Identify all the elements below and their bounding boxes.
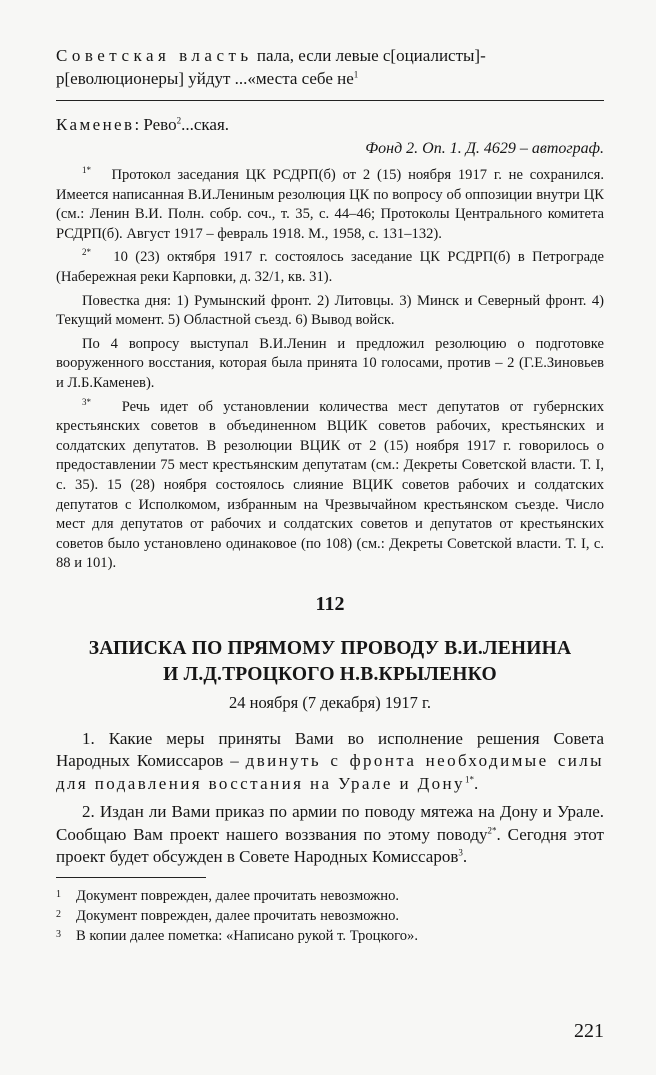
title-line-2: И Л.Д.ТРОЦКОГО Н.В.КРЫЛЕНКО: [163, 663, 497, 685]
paragraph-1: 1. Какие меры приняты Вами во исполнение решения Совета Народных Комиссаров – двинуть с фронта необходимые силы для подавления восстания на Урале и Дону$^{1*}$.: [56, 728, 604, 793]
document-number: 112: [315, 592, 345, 615]
quote-line-2: р[еволюционеры] уйдут ...«места себе $не^1$: [56, 69, 359, 88]
top-quote: [56, 44, 604, 90]
document-text: [56, 728, 604, 869]
note-2-resolution: По 4 вопросу выступал В.И.Ленин и предложил резолюцию о подготовке вооруженного восстания, которая была принята 10 голосами, против – 2 (Г.Е.Зиновьев и Л.Б.Каменев).: [56, 335, 604, 391]
editorial-notes: [56, 166, 604, 574]
note-3: $^{3*}$ Речь идет об установлении количества мест депутатов от губернских крестьянских советов в объединенном ВЦИК советов рабочих, крестьянских и солдатских депутатов. В резолюции ВЦИК от 2 (15) ноября 1917 г. говорилось о предоставлении 75 мест крестьянским депутатам (см.: Декреты Советской власти. Т. I, с. 35). 15 (28) ноября состоялось слияние ВЦИК советов рабочих и солдатских депутатов с Исполкомом, избранным на Чрезвычайном крестьянском съезде. Число мест для депутатов от рабочих и солдатских советов и депутатов от крестьянских советов было установлено одинаковое (по 108) (см.: Декреты Советской власти. Т. I, с. 88 и 101).: [56, 396, 604, 572]
footnote-1: 1 Документ поврежден, далее прочитать невозможно.: [56, 887, 400, 904]
title-line-1: ЗАПИСКА ПО ПРЯМОМУ ПРОВОДУ В.И.ЛЕНИНА: [88, 637, 572, 659]
footnotes: [56, 886, 604, 946]
kamenev-remark: Каменев: Рево$^2$...ская.: [56, 115, 230, 134]
footnote-2: 2 Документ поврежден, далее прочитать невозможно.: [56, 907, 400, 924]
page-number: 221: [574, 1020, 604, 1042]
archive-reference: Фонд 2. Оп. 1. Д. 4629 – автограф.: [365, 140, 604, 157]
paragraph-2: 2. Издан ли Вами приказ по армии по поводу мятежа на Дону и Урале. Сообщаю Вам проект нашего воззвания по этому поводу$^{2*}$. Сегодня этот проект будет обсужден в Совете Народных Комиссаров$^3$.: [56, 802, 604, 867]
document-date: 24 ноября (7 декабря) 1917 г.: [228, 692, 432, 712]
quote-line-1: Советская власть пала, если левые с[оциалисты]-: [56, 46, 486, 65]
section-divider: [56, 100, 604, 101]
page-body: [56, 44, 604, 946]
note-2: $^{2*}$ 10 (23) октября 1917 г. состоялось заседание ЦК РСДРП(б) в Петрограде (Набережная реки Карповки, д. 32/1, кв. 31).: [56, 247, 604, 285]
note-2-agenda: Повестка дня: 1) Румынский фронт. 2) Литовцы. 3) Минск и Северный фронт. 4) Текущий момент. 5) Областной съезд. 6) Вывод войск.: [56, 292, 604, 329]
note-1: $^{1*}$ Протокол заседания ЦК РСДРП(б) от 2 (15) ноября 1917 г. не сохранился. Имеется написанная В.И.Лениным резолюция ЦК по вопросу об оппозиции внутри ЦК (см.: Ленин В.И. Полн. собр. соч., т. 35, с. 44–46; Протоколы Центрального комитета РСДРП(б). Август 1917 – февраль 1918. М., 1958, с. 131–132).: [56, 165, 604, 242]
footnote-divider: [56, 877, 206, 878]
footnote-3: 3 В копии далее пометка: «Написано рукой т. Троцкого».: [56, 927, 418, 944]
document-title: [56, 636, 604, 688]
